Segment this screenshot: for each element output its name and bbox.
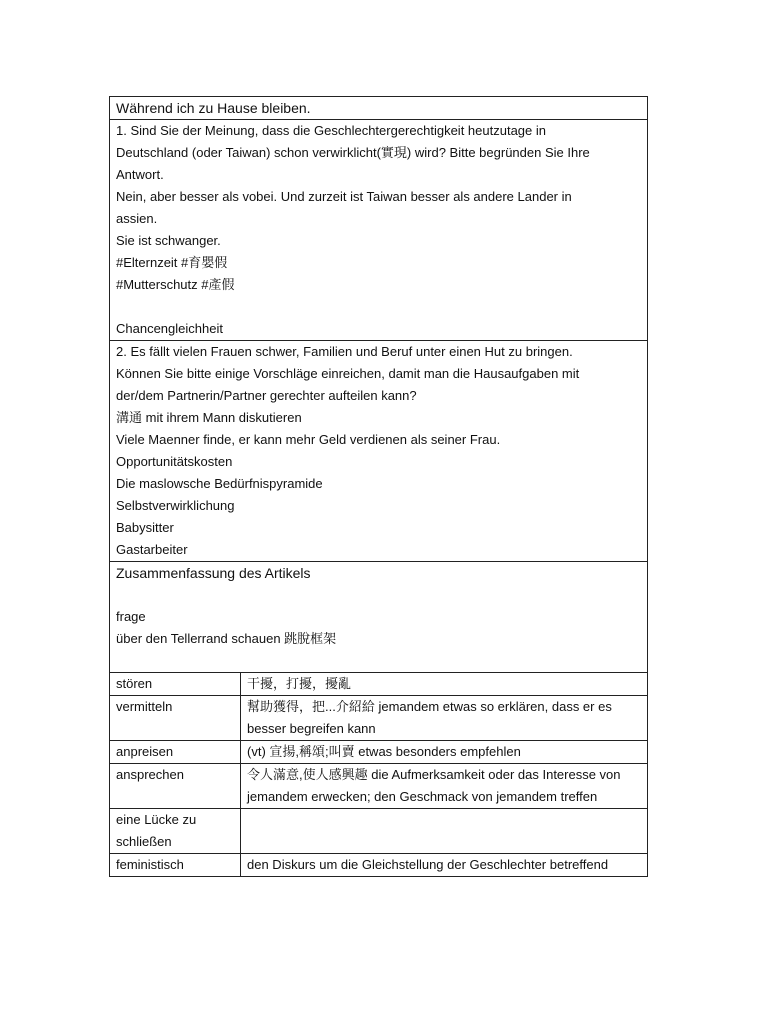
vocab-row [110,741,648,764]
q1-line: 1. Sind Sie der Meinung, dass die Geschlechtergerechtigkeit heutzutage in [116,123,546,138]
q2-keyword: Gastarbeiter [116,542,188,557]
vocab-word: vermitteln [110,696,241,741]
vocab-row [110,764,648,809]
vocab-row [110,854,648,877]
summary-heading: Zusammenfassung des Artikels [116,565,311,581]
q2-line: Können Sie bitte einige Vorschläge einreichen, damit man die Hausaufgaben mit [116,366,580,381]
blank-line [116,650,641,672]
q2-answer-line: Viele Maenner finde, er kann mehr Geld verdienen als seiner Frau. [116,432,501,447]
vocab-row [110,696,648,741]
vocab-meaning: (vt) 宣揚,稱頌;叫賣 etwas besonders empfehlen [241,741,648,764]
q2-keyword: Selbstverwirklichung [116,498,235,513]
blank-line [116,584,641,606]
q1-line: Deutschland (oder Taiwan) schon verwirklicht(實現) wird? Bitte begründen Sie Ihre [116,145,590,160]
vocab-meaning [241,809,648,854]
q2-keyword: Opportunitätskosten [116,454,233,469]
q1-keyword: Chancengleichheit [116,321,223,336]
summary-line: frage [116,609,146,624]
vocab-word: eine Lücke zu schließen [110,809,241,854]
summary-cell [110,562,648,673]
vocab-word: anpreisen [110,741,241,764]
question-2-cell [110,341,648,562]
q2-line: 2. Es fällt vielen Frauen schwer, Familien und Beruf unter einen Hut zu bringen. [116,344,573,359]
q1-line: Antwort. [116,167,164,182]
document-page [109,96,648,877]
q1-hashtag-line: #Elternzeit #育嬰假 [116,255,228,270]
vocab-row [110,673,648,696]
document-title: Während ich zu Hause bleiben. [110,97,648,120]
worksheet-table [109,96,648,877]
q2-keyword: Die maslowsche Bedürfnispyramide [116,476,323,491]
vocab-meaning: den Diskurs um die Gleichstellung der Geschlechter betreffend [241,854,648,877]
q1-hashtag-line: #Mutterschutz #產假 [116,277,235,292]
blank-line [116,296,641,318]
vocab-meaning: 令人滿意,使人感興趣 die Aufmerksamkeit oder das Interesse von jemandem erwecken; den Geschmack von jemandem treffen [241,764,648,809]
vocab-word: ansprechen [110,764,241,809]
vocab-row [110,809,648,854]
vocab-word: feministisch [110,854,241,877]
q2-answer-line: 溝通 mit ihrem Mann diskutieren [116,410,302,425]
vocab-meaning: 幫助獲得，把...介紹給 jemandem etwas so erklären, dass er es besser begreifen kann [241,696,648,741]
q2-line: der/dem Partnerin/Partner gerechter aufteilen kann? [116,388,417,403]
vocab-word: stören [110,673,241,696]
q1-answer-line: Sie ist schwanger. [116,233,221,248]
q1-answer-line: assien. [116,211,158,226]
question-1-cell [110,120,648,341]
q2-keyword: Babysitter [116,520,174,535]
vocab-meaning: 干擾，打擾，擾亂 [241,673,648,696]
summary-line: über den Tellerrand schauen 跳脫框架 [116,631,337,646]
q1-answer-line: Nein, aber besser als vobei. Und zurzeit ist Taiwan besser als andere Lander in [116,189,572,204]
